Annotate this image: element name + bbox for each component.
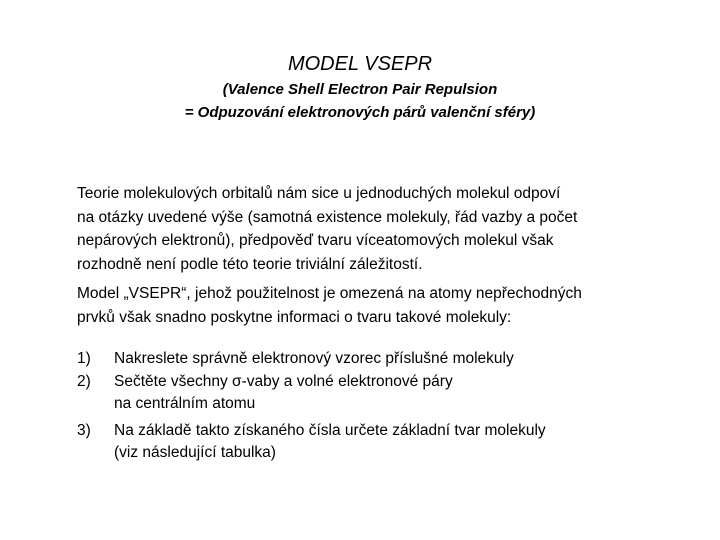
step-text: Sečtěte všechny σ-vaby a volné elektronové páry — [114, 373, 453, 390]
vsepr-line: Model „VSEPR“, jehož použitelnost je omezená na atomy nepřechodných — [77, 285, 582, 302]
vsepr-line: prvků však snadno poskytne informaci o tvaru takové molekuly: — [77, 308, 512, 326]
vsepr-paragraph — [77, 282, 697, 329]
slide-title: MODEL VSEPR — [287, 53, 433, 75]
intro-line: rozhodně není podle této teorie triviální záležitostí. — [77, 255, 423, 273]
step-text: na centrálním atomu — [114, 395, 256, 412]
step-text: Nakreslete správně elektronový vzorec příslušné molekuly — [114, 350, 514, 367]
step-number: 3) — [77, 422, 91, 439]
step-item — [77, 370, 697, 415]
intro-line: na otázky uvedené výše (samotná existence molekuly, řád vazby a počet — [77, 208, 578, 226]
subtitle-line-2: = Odpuzování elektronových párů valenční sféry) — [184, 104, 536, 121]
step-item — [77, 419, 697, 464]
step-number: 1) — [77, 350, 91, 367]
step-text: Na základě takto získaného čísla určete základní tvar molekuly — [114, 422, 546, 439]
steps-list — [77, 347, 697, 464]
subtitle-line-1: (Valence Shell Electron Pair Repulsion — [222, 81, 498, 98]
intro-line: nepárových elektronů), předpověď tvaru víceatomových molekul však — [77, 232, 554, 249]
step-number: 2) — [77, 373, 91, 390]
step-text: (viz následující tabulka) — [114, 444, 276, 461]
intro-line: Teorie molekulových orbitalů nám sice u jednoduchých molekul odpoví — [77, 185, 561, 202]
intro-paragraph — [77, 182, 697, 276]
step-item — [77, 347, 697, 370]
